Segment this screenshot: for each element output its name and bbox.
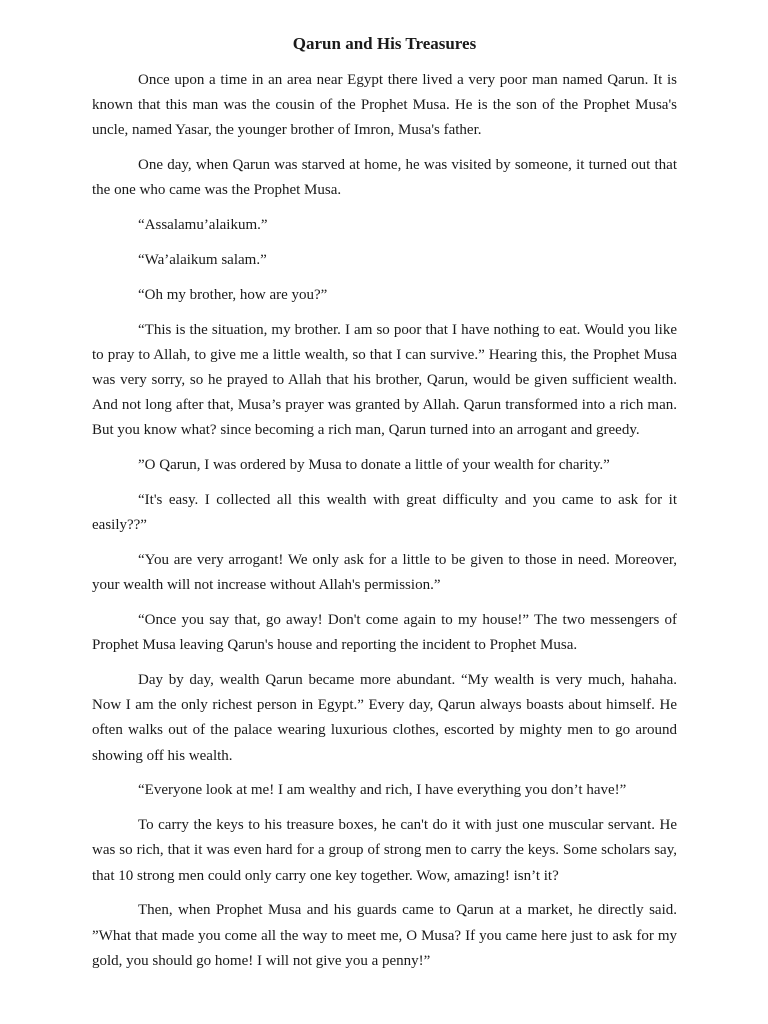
document-page bbox=[92, 32, 677, 984]
paragraph-8: “It's easy. I collected all this wealth with great difficulty and you came to ask for it easily??” bbox=[92, 492, 677, 534]
paragraph-12: “Everyone look at me! I am wealthy and rich, I have everything you don’t have!” bbox=[138, 782, 627, 799]
paragraph-2: One day, when Qarun was starved at home, he was visited by someone, it turned out that the one who came was the Prophet Musa. bbox=[92, 157, 677, 199]
paragraph-9: “You are very arrogant! We only ask for a little to be given to those in need. Moreover, your wealth will not increase without Allah's permission.” bbox=[92, 552, 677, 594]
paragraph-5: “Oh my brother, how are you?” bbox=[138, 286, 328, 303]
paragraph-13: To carry the keys to his treasure boxes, he can't do it with just one muscular servant. He was so rich, that it was even hard for a group of strong men to carry the keys. Some scholars say, that 10 strong men could only carry one key together. Wow, amazing! isn’t it? bbox=[92, 817, 677, 884]
paragraph-11: Day by day, wealth Qarun became more abundant. “My wealth is very much, hahaha. Now I am the only richest person in Egypt.” Every day, Qarun always boasts about himself. He often walks out of the palace wearing luxurious clothes, escorted by mighty men to go around showing off his wealth. bbox=[92, 672, 677, 764]
paragraph-10: “Once you say that, go away! Don't come again to my house!” The two messengers of Prophet Musa leaving Qarun's house and reporting the incident to Prophet Musa. bbox=[92, 612, 677, 654]
paragraph-1: Once upon a time in an area near Egypt there lived a very poor man named Qarun. It is known that this man was the cousin of the Prophet Musa. He is the son of the Prophet Musa's uncle, named Yasar, the younger brother of Imron, Musa's father. bbox=[92, 72, 677, 139]
paragraph-6: “This is the situation, my brother. I am so poor that I have nothing to eat. Would you like to pray to Allah, to give me a little wealth, so that I can survive.” Hearing this, the Prophet Musa was very sorry, so he prayed to Allah that his brother, Qarun, would be given sufficient wealth. And not long after that, Musa’s prayer was granted by Allah. Qarun transformed into a rich man. But you know what? since becoming a rich man, Qarun turned into an arrogant and greedy. bbox=[92, 321, 677, 439]
paragraph-3: “Assalamu’alaikum.” bbox=[138, 217, 268, 234]
paragraph-4: “Wa’alaikum salam.” bbox=[138, 252, 267, 268]
paragraph-7: ”O Qarun, I was ordered by Musa to donate a little of your wealth for charity.” bbox=[138, 457, 610, 474]
paragraph-14: Then, when Prophet Musa and his guards came to Qarun at a market, he directly said. ”What that made you come all the way to meet me, O Musa? If you came here just to ask for my gold, you should go home! I will not give you a penny!” bbox=[92, 902, 677, 969]
document-title: Qarun and His Treasures bbox=[292, 34, 477, 53]
